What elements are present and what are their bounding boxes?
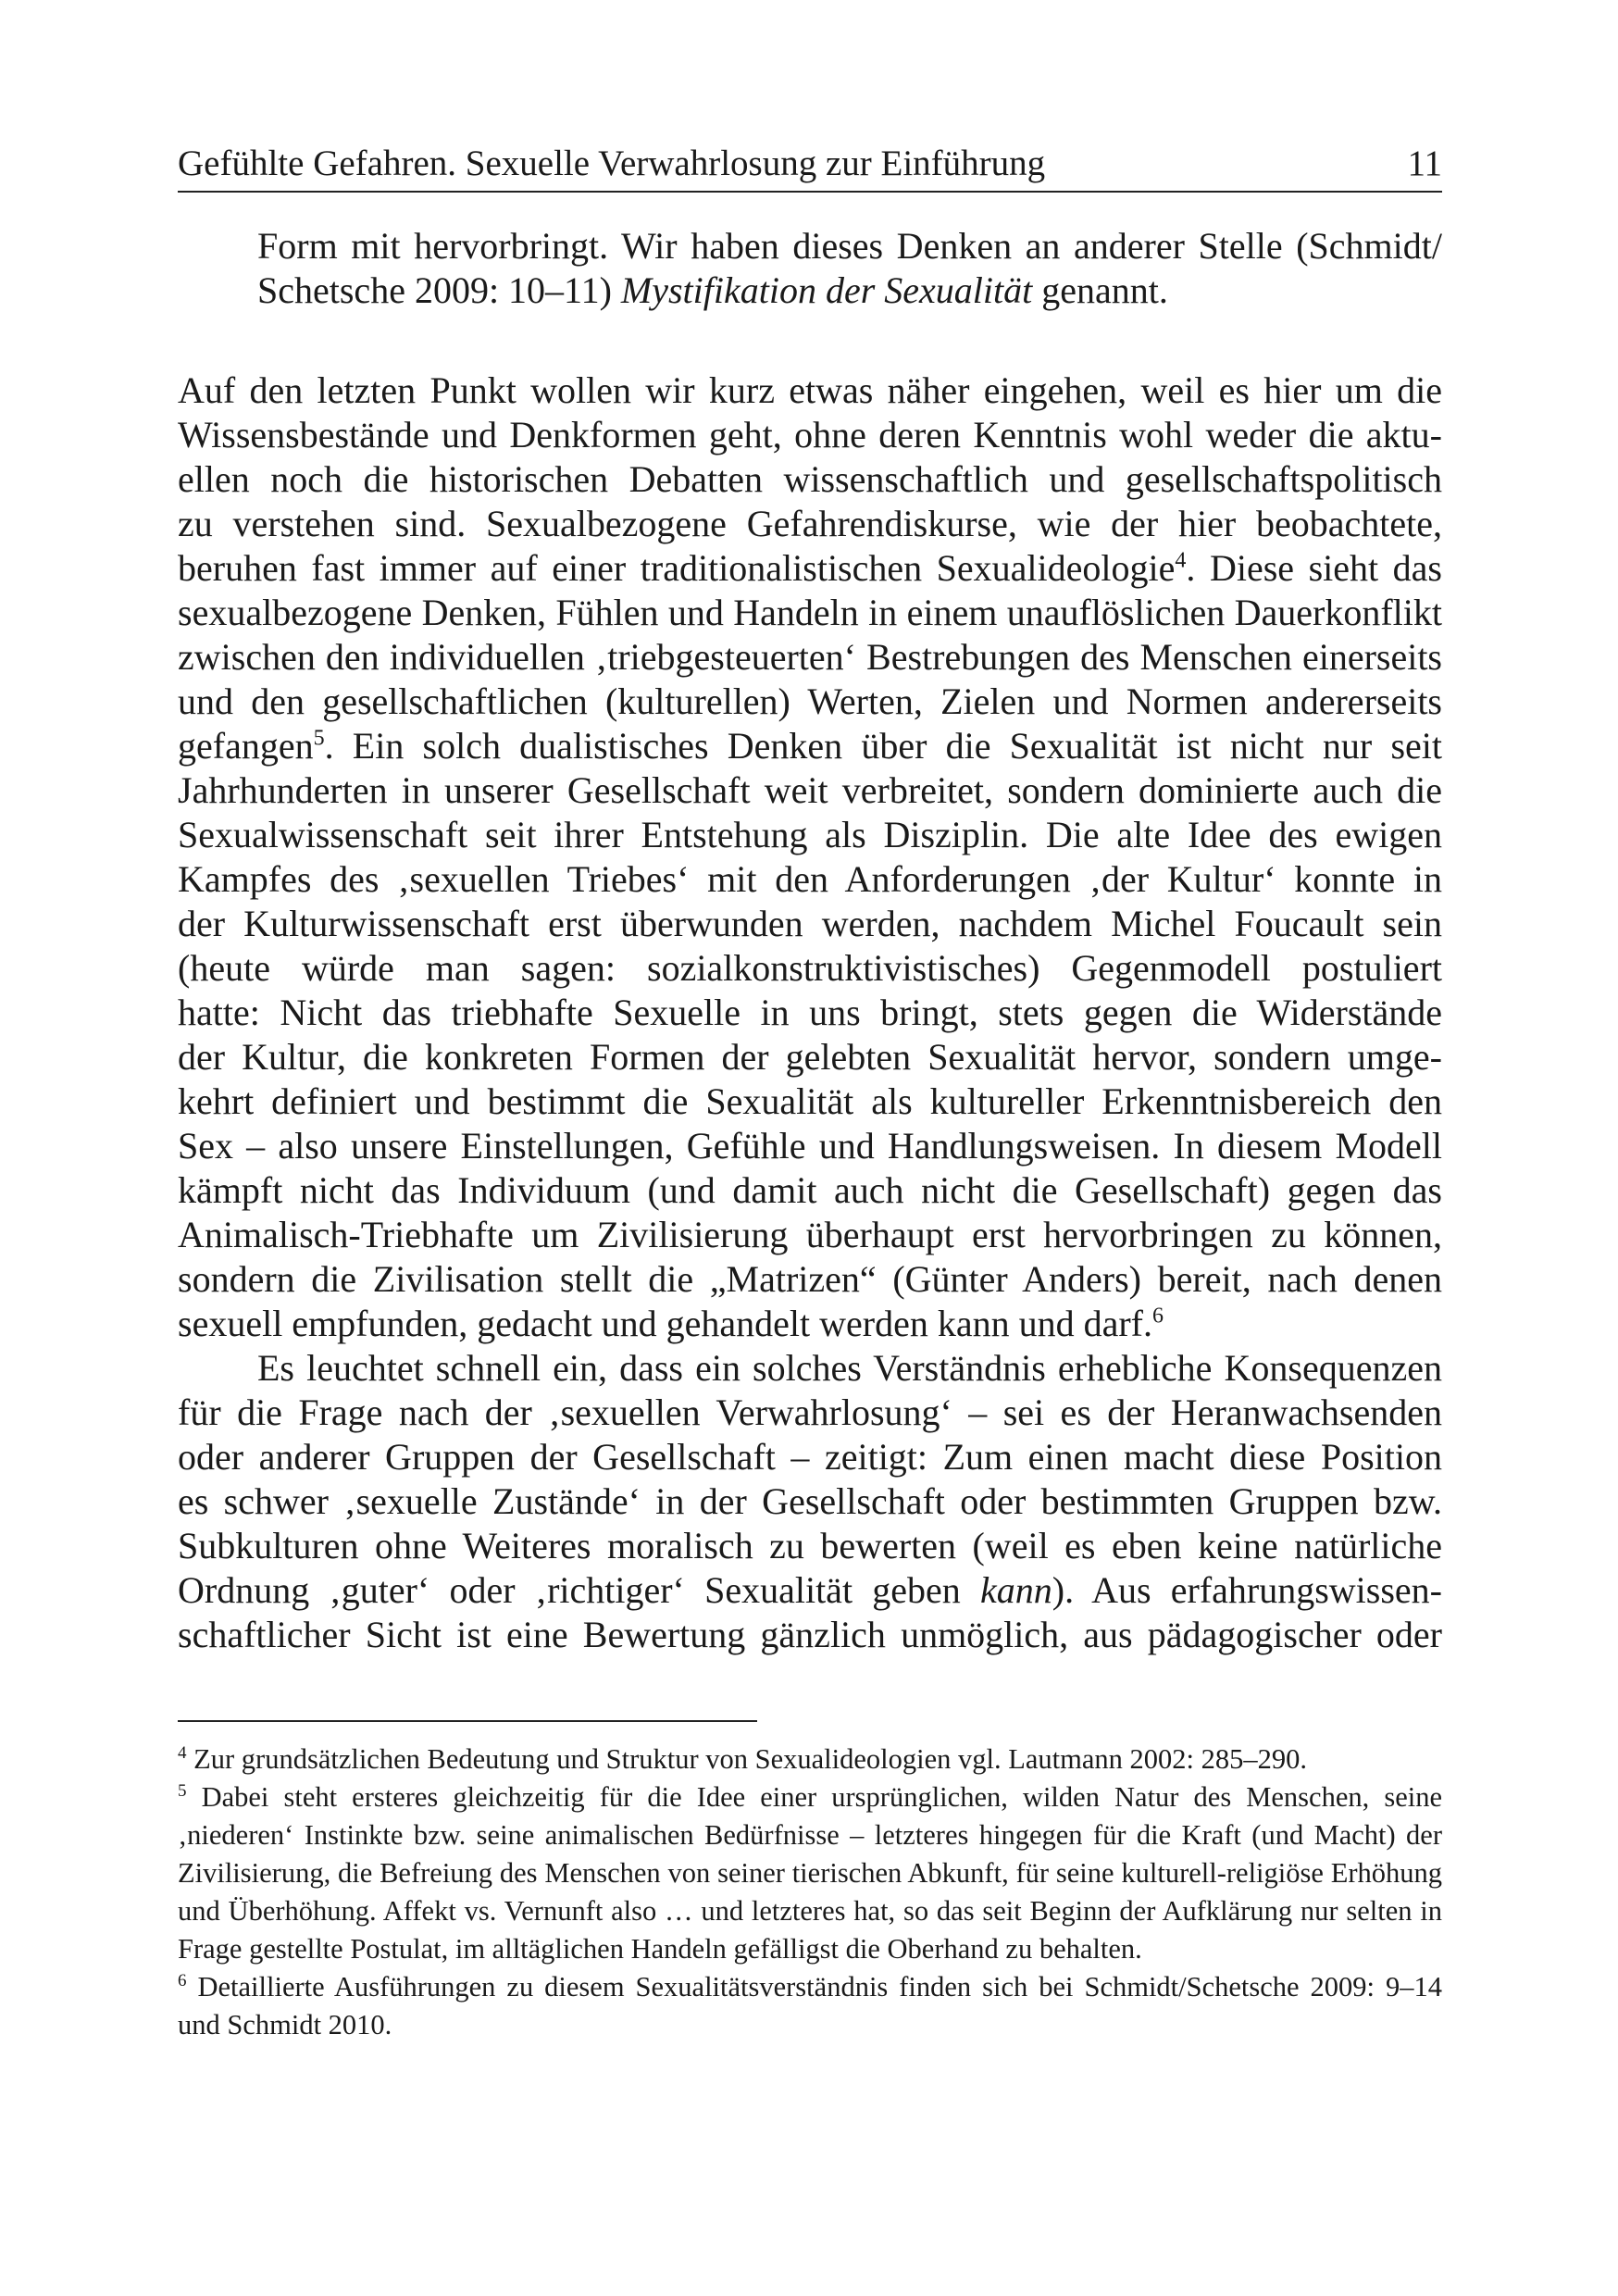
quote-line: Form mit hervorbringt. Wir haben dieses Denken an anderer Stelle (Schmidt/ <box>257 225 1442 267</box>
footnote-ref-6[interactable]: 6 <box>1151 1304 1164 1329</box>
footnote-ref-5[interactable]: 5 <box>313 726 325 751</box>
footnote: $^5$ Dabei steht ersteres gleichzeitig für die Idee einer ursprünglichen, wilden Natur des Menschen, seine ‚niederen‘ Instinkte bzw. seine animalischen Bedürfnisse – letzteres hingegen für die Kraft (und Macht) der Zivilisierung, die Befreiung des Menschen von seiner tierischen Abkunft, für seine kulturell-religiöse Erhöhung und Überhöhung. Affekt vs. Vernunft also … und letzteres hat, so das seit Beginn der Aufklärung nur selten in Frage gestellte Postulat, im alltäglichen Handeln gefälligst die Oberhand zu behalten. <box>178 1780 1442 1965</box>
quote-line: Schetsche 2009: 10–11) Mystifikation der Sexualität genannt. <box>257 269 1168 311</box>
emphasis: kann <box>979 1569 1052 1611</box>
paragraph-2: Es leuchtet schnell ein, dass ein solches Verständnis erhebliche Konsequenzen für die Frage nach der ‚sexuellen Verwahrlosung‘ – sei es der Heranwachsenden oder anderer Gruppen der Gesellschaft – zeitigt: Zum einen macht diese Position es schwer ‚sexuelle Zustände‘ in der Gesellschaft oder bestimmten Gruppen bzw. Subkulturen ohne Weiteres moralisch zu bewerten (weil es eben keine natürliche Ordnung ‚guter‘ oder ‚richtiger‘ Sexualität geben kann). Aus erfahrungswissen- schaftlicher Sicht ist eine Bewertung gänzlich unmöglich, aus pädagogischer oder <box>178 1347 1442 1655</box>
block-quote <box>257 224 1442 313</box>
footnote-separator <box>178 1720 757 1722</box>
running-header-title: Gefühlte Gefahren. Sexuelle Verwahrlosung zur Einführung <box>178 144 1046 183</box>
running-header <box>178 137 1442 193</box>
page-number: 11 <box>1407 144 1442 183</box>
footnote-ref-4[interactable]: 4 <box>1175 548 1187 573</box>
emphasis: Mystifikation der Sexualität <box>620 269 1033 311</box>
footnote: $^6$ Detaillierte Ausführungen zu diesem Sexualitätsverständnis finden sich bei Schmidt/Schetsche 2009: 9–14 und Schmidt 2010. <box>178 1970 1442 2040</box>
footnotes <box>178 1741 1442 2044</box>
body-text <box>178 368 1442 1657</box>
paragraph-1: Auf den letzten Punkt wollen wir kurz etwas näher eingehen, weil es hier um die Wissensbestände und Denkformen geht, ohne deren Kenntnis wohl weder die aktu- ellen noch die historischen Debatten wissenschaftlich und gesellschaftspolitisch zu verstehen sind. Sexualbezogene Gefahrendiskurse, wie der hier beobachtete, beruhen fast immer auf einer traditionalistischen Sexualideologie$^4$. Diese sieht das sexualbezogene Denken, Fühlen und Handeln in einem unauflöslichen Dauerkonflikt zwischen den individuellen ‚triebgesteuerten‘ Bestrebungen des Menschen einerseits und den gesellschaftlichen (kulturellen) Werten, Zielen und Normen andererseits gefangen$^5$. Ein solch dualistisches Denken über die Sexualität ist nicht nur seit Jahrhunderten in unserer Gesellschaft weit verbreitet, sondern dominierte auch die Sexualwissenschaft seit ihrer Entstehung als Disziplin. Die alte Idee des ewigen Kampfes des ‚sexuellen Triebes‘ mit den Anforderungen ‚der Kultur‘ konnte in der Kulturwissenschaft erst überwunden werden, nachdem Michel Foucault sein (heute würde man sagen: sozialkonstruktivistisches) Gegenmodell postuliert hatte: Nicht das triebhafte Sexuelle in uns bringt, stets gegen die Widerstände der Kultur, die konkreten Formen der gelebten Sexualität hervor, sondern umge- kehrt definiert und bestimmt die Sexualität als kultureller Erkenntnisbereich den Sex – also unsere Einstellungen, Gefühle und Handlungsweisen. In diesem Modell kämpft nicht das Individuum (und damit auch nicht die Gesellschaft) gegen das Animalisch-Triebhafte um Zivilisierung überhaupt erst hervorbringen zu können, sondern die Zivilisation stellt die „Matrizen“ (Günter Anders) bereit, nach denen sexuell empfunden, gedacht und gehandelt werden kann und darf.$^6$ <box>178 369 1442 1344</box>
footnote: $^4$ Zur grundsätzlichen Bedeutung und Struktur von Sexualideologien vgl. Lautmann 2002: 285–290. <box>178 1742 1307 1775</box>
